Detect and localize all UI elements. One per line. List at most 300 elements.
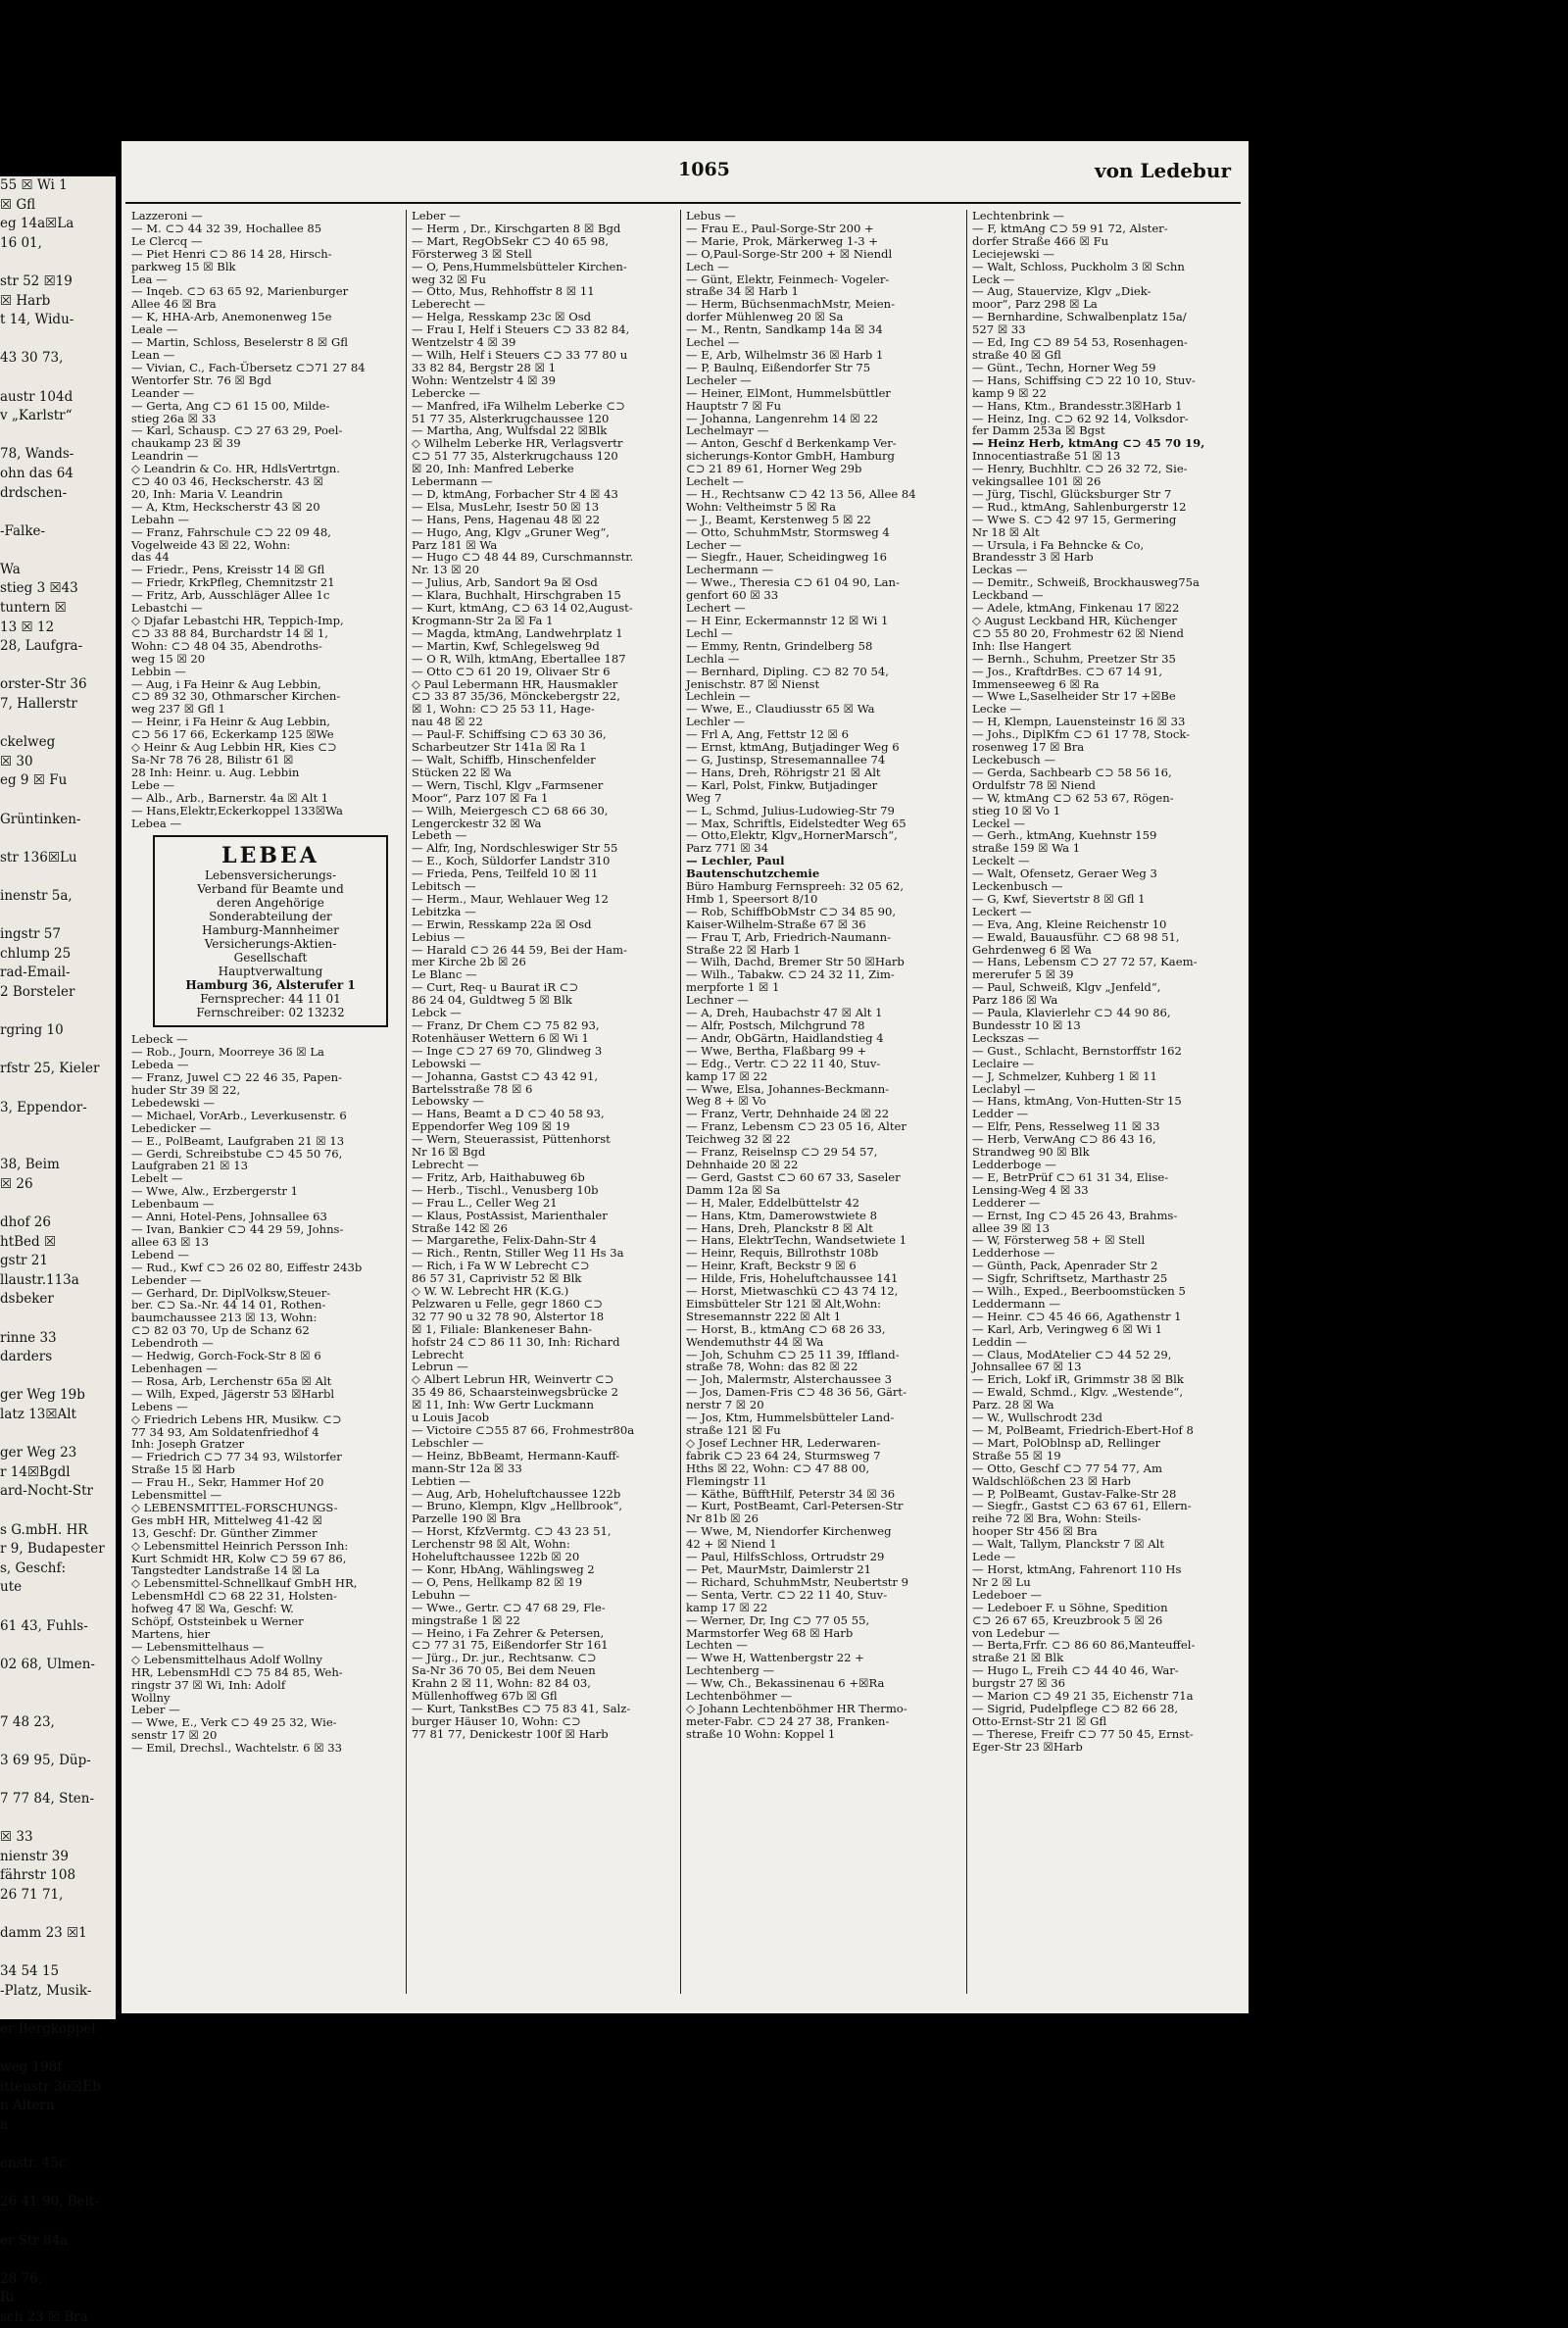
directory-entry: Sa-Nr 36 70 05, Bei dem Neuen <box>412 1663 596 1678</box>
directory-entry: — Karl, Arb, Veringweg 6 ☒ Wi 1 <box>972 1321 1163 1336</box>
directory-entry: — Herm., Maur, Wehlauer Weg 12 <box>412 891 609 906</box>
directory-entry: — Hans, ElektrTechn, Wandsetwiete 1 <box>686 1233 907 1248</box>
directory-entry: — K, HHA-Arb, Anemonenweg 15e <box>131 310 332 324</box>
directory-entry: straße 78, Wohn: das 82 ☒ 22 <box>686 1360 858 1374</box>
directory-entry: HR, LebensmHdl ⊂⊃ 75 84 85, Weh- <box>131 1664 343 1679</box>
facing-page-fragment <box>0 253 116 272</box>
directory-entry: Lebrecht — <box>412 1157 479 1171</box>
directory-entry: — Frau T, Arb, Friedrich-Naumann- <box>686 929 892 944</box>
directory-entry: — Rud., ktmAng, Sahlenburgerstr 12 <box>972 499 1187 514</box>
directory-entry: Ges mbH HR, Mittelweg 41-42 ☒ <box>131 1512 323 1527</box>
directory-entry: Leander — <box>131 385 195 400</box>
facing-page-fragment: ittenstr 36☒Eb <box>0 2078 101 2095</box>
directory-entry: — Martha, Ang, Wulfsdal 22 ☒Blk <box>412 423 608 438</box>
directory-entry: Parz 771 ☒ 34 <box>686 841 769 856</box>
directory-entry: — Gerd, Gastst ⊂⊃ 60 67 33, Saseler <box>686 1169 901 1184</box>
facing-page-fragment <box>0 1636 116 1656</box>
directory-entry: — Paul, Schweiß, Klgv „Jenfeld“, <box>972 980 1161 995</box>
directory-entry: — Erich, Lokf iR, Grimmstr 38 ☒ Blk <box>972 1372 1184 1387</box>
directory-entry: — H Einr, Eckermannstr 12 ☒ Wi 1 <box>686 614 889 627</box>
directory-entry: — Günt., Techn, Horner Weg 59 <box>972 360 1156 374</box>
facing-page-fragment <box>0 1367 116 1387</box>
directory-entry: Le Clercq — <box>131 233 203 248</box>
directory-entry: — Hans, Lebensm ⊂⊃ 27 72 57, Kaem- <box>972 955 1198 969</box>
facing-page-fragment: -Platz, Musik- <box>0 1982 92 1999</box>
directory-entry: Wohn: Veltheimstr 5 ☒ Ra <box>686 499 837 514</box>
facing-page-fragment <box>0 867 116 887</box>
directory-entry: Scharbeutzer Str 141a ☒ Ra 1 <box>412 740 587 755</box>
directory-entry: Lebrecht <box>412 1347 465 1362</box>
directory-entry: — Franz, Dr Chem ⊂⊃ 75 82 93, <box>412 1018 600 1032</box>
directory-entry: Lebus — <box>686 209 736 223</box>
directory-entry: — Bernhardine, Schwalbenplatz 15a/ <box>972 310 1187 324</box>
facing-page-fragment: v „Karlstr“ <box>0 408 73 424</box>
directory-entry: Lebius — <box>412 929 466 944</box>
directory-entry: 32 77 90 u 32 78 90, Alstertor 18 <box>412 1309 605 1323</box>
ad-line: Gesellschaft <box>233 951 308 966</box>
directory-entry: Lebeck — <box>131 1032 188 1047</box>
directory-entry: Ledderhose — <box>972 1246 1055 1261</box>
directory-entry: — Ivan, Bankier ⊂⊃ 44 29 59, Johns- <box>131 1222 344 1236</box>
directory-entry: Bartelsstraße 78 ☒ 6 <box>412 1081 533 1096</box>
directory-entry: — Kurt, TankstBes ⊂⊃ 75 83 41, Salz- <box>412 1701 631 1715</box>
directory-entry: allee 63 ☒ 13 <box>131 1234 210 1249</box>
directory-entry: 42 + ☒ Niend 1 <box>686 1537 777 1552</box>
ad-line: Verband für Beamte und <box>197 882 344 897</box>
directory-entry: Parzelle 190 ☒ Bra <box>412 1511 521 1526</box>
directory-entry: — Hans, Ktm, Damerowstwiete 8 <box>686 1208 877 1222</box>
facing-page-fragment <box>0 1194 116 1214</box>
directory-entry: ◇ W. W. Lebrecht HR (K.G.) <box>412 1284 569 1299</box>
directory-entry: ◇ Paul Lebermann HR, Hausmakler <box>412 676 618 691</box>
directory-entry: — Anton, Geschf d Berkenkamp Ver- <box>686 436 897 451</box>
directory-entry: burger Häuser 10, Wohn: ⊂⊃ <box>412 1713 581 1728</box>
facing-page-fragment: eg 9 ☒ Fu <box>0 772 68 789</box>
directory-entry: Johnsallee 67 ☒ 13 <box>972 1360 1082 1374</box>
directory-entry: Leckszas — <box>972 1030 1040 1045</box>
directory-entry: Strandweg 90 ☒ Blk <box>972 1145 1090 1160</box>
facing-page-fragment: nienstr 39 <box>0 1848 69 1864</box>
directory-entry: Lechla — <box>686 651 740 666</box>
directory-entry: Weg 8 + ☒ Vo <box>686 1094 766 1109</box>
directory-entry: Büro Hamburg Fernspreeh: 32 05 62, <box>686 879 905 894</box>
facing-page-fragment: latz 13☒Alt <box>0 1407 76 1422</box>
directory-entry: — Ursula, i Fa Behncke & Co, <box>972 537 1145 552</box>
facing-page-fragment: drdschen- <box>0 484 68 501</box>
directory-entry: ⊂⊃ 33 88 84, Burchardstr 14 ☒ 1, <box>131 625 328 640</box>
directory-entry: — Wwe., Gertr. ⊂⊃ 47 68 29, Fle- <box>412 1600 606 1614</box>
directory-entry: Kurt Schmidt HR, Kolw ⊂⊃ 59 67 86, <box>131 1551 347 1565</box>
directory-entry: — Ewald, Bauausführ. ⊂⊃ 68 98 51, <box>972 929 1180 944</box>
directory-entry: — W, ktmAng ⊂⊃ 62 53 67, Rögen- <box>972 790 1174 805</box>
directory-entry: — Heinr, i Fa Heinr & Aug Lebbin, <box>131 715 330 729</box>
directory-entry: Wendemuthstr 44 ☒ Wa <box>686 1334 824 1349</box>
directory-entry: — Günt, Elektr, Feinmech- Vogeler- <box>686 272 890 286</box>
directory-entry: Lebend — <box>131 1247 190 1262</box>
directory-entry: — Margarethe, Felix-Dahn-Str 4 <box>412 1233 597 1248</box>
directory-entry: Parz. 28 ☒ Wa <box>972 1398 1054 1412</box>
directory-entry: ⊂⊃ 21 89 61, Horner Weg 29b <box>686 462 862 476</box>
facing-page-fragment: 55 ☒ Wi 1 <box>0 177 68 193</box>
directory-entry: — Lechler, Paul <box>686 854 785 868</box>
directory-entry: — Herb., Tischl., Venusberg 10b <box>412 1182 599 1197</box>
directory-entry: — Hans, Dreh, Planckstr 8 ☒ Alt <box>686 1220 873 1235</box>
directory-entry: — Hilde, Fris, Hoheluftchaussee 141 <box>686 1271 899 1286</box>
directory-entry: u Louis Jacob <box>412 1411 490 1425</box>
directory-entry: Krahn 2 ☒ 11, Wohn: 82 84 03, <box>412 1676 591 1691</box>
directory-entry: — E., Koch, Süldorfer Landstr 310 <box>412 854 611 868</box>
directory-entry: fer Damm 253a ☒ Bgst <box>972 423 1105 438</box>
column-1 <box>131 210 392 1994</box>
directory-entry: Lebea — <box>131 816 182 830</box>
directory-entry: — Siegfr., Hauer, Scheidingweg 16 <box>686 550 887 565</box>
facing-page-fragment <box>0 1137 116 1157</box>
lebea-advertisement <box>153 835 388 1027</box>
directory-entry: Allee 46 ☒ Bra <box>131 297 217 312</box>
directory-entry: — Hedwig, Gorch-Fock-Str 8 ☒ 6 <box>131 1349 321 1363</box>
directory-entry: ber. ⊂⊃ Sa.-Nr. 44 14 01, Rothen- <box>131 1298 326 1313</box>
directory-entry: — W., Wullschrodt 23d <box>972 1411 1102 1425</box>
directory-entry: reihe 72 ☒ Bra, Wohn: Steils- <box>972 1511 1142 1526</box>
directory-entry: — Heinz, Ing. ⊂⊃ 62 92 14, Volksdor- <box>972 411 1189 425</box>
directory-entry: Lensing-Weg 4 ☒ 33 <box>972 1182 1089 1197</box>
directory-entry: mererufer 5 ☒ 39 <box>972 967 1074 982</box>
facing-page-fragment <box>0 1808 116 1828</box>
directory-entry: — Hans, Beamt a D ⊂⊃ 40 58 93, <box>412 1107 605 1121</box>
directory-entry: Hmb 1, Speersort 8/10 <box>686 891 818 906</box>
directory-entry: weg 237 ☒ Gfl 1 <box>131 702 225 717</box>
directory-entry: — Walt, Tallym, Planckstr 7 ☒ Alt <box>972 1537 1165 1552</box>
directory-entry: Eppendorfer Weg 109 ☒ 19 <box>412 1119 570 1134</box>
directory-entry: Lebenbaum — <box>131 1197 215 1212</box>
directory-entry: 86 57 31, Caprivistr 52 ☒ Blk <box>412 1271 582 1286</box>
directory-entry: Krogmann-Str 2a ☒ Fa 1 <box>412 614 554 627</box>
directory-entry: — J, Schmelzer, Kuhberg 1 ☒ 11 <box>972 1068 1157 1083</box>
facing-page-fragment: fährstr 108 <box>0 1867 76 1884</box>
directory-entry: Lebendroth — <box>131 1336 214 1351</box>
facing-page-fragment: t 14, Widu- <box>0 312 74 328</box>
directory-entry: Lechtenböhmer — <box>686 1689 793 1704</box>
directory-entry: Lebermann — <box>412 474 493 489</box>
directory-entry: Leandrin — <box>131 449 199 464</box>
directory-entry: — Claus, ModAtelier ⊂⊃ 44 52 29, <box>972 1347 1172 1362</box>
directory-entry: Lebtien — <box>412 1473 470 1488</box>
directory-entry: — Mart, PolOblnsp aD, Rellinger <box>972 1435 1160 1450</box>
directory-entry: mann-Str 12a ☒ 33 <box>412 1461 522 1475</box>
directory-entry: — G, Kwf, Sievertstr 8 ☒ Gfl 1 <box>972 891 1146 906</box>
directory-entry: — Rob, SchiffbObMstr ⊂⊃ 34 85 90, <box>686 904 897 918</box>
facing-page-fragment: Ri <box>0 2290 15 2306</box>
directory-entry: Inh: Ilse Hangert <box>972 638 1071 653</box>
facing-page-fragment: weg 198f <box>0 2059 63 2076</box>
facing-page-fragment <box>0 715 116 734</box>
facing-page-fragment: er Bergkoppel <box>0 2021 96 2037</box>
directory-entry: — P, PolBeamt, Gustav-Falke-Str 28 <box>972 1486 1177 1501</box>
facing-page-fragment <box>0 369 116 388</box>
directory-entry: Lebrun — <box>412 1360 468 1374</box>
directory-entry: Straße 142 ☒ 26 <box>412 1220 508 1235</box>
facing-page-fragment <box>0 426 116 446</box>
directory-entry: Lebender — <box>131 1272 202 1287</box>
directory-entry: Leddin — <box>972 1334 1027 1349</box>
facing-page-fragment: rgring 10 <box>0 1022 64 1039</box>
directory-entry: — Walt, Schiffb, Hinschenfelder <box>412 752 596 767</box>
directory-entry: — M., Rentn, Sandkamp 14a ☒ 34 <box>686 322 883 337</box>
facing-page-fragment: er Str 84a <box>0 2232 69 2249</box>
directory-entry: straße 34 ☒ Harb 1 <box>686 284 799 299</box>
directory-entry: Stresemannstr 222 ☒ Alt 1 <box>686 1309 842 1323</box>
ad-line: deren Angehörige <box>217 896 324 911</box>
directory-entry: — Gerdi, Schreibstube ⊂⊃ 45 50 76, <box>131 1146 343 1161</box>
directory-entry: Lebensmittel — <box>131 1488 222 1503</box>
directory-entry: — Heinr, Kraft, Beckstr 9 ☒ 6 <box>686 1259 857 1273</box>
directory-entry: — L, Schmd, Julius-Ludowieg-Str 79 <box>686 803 895 817</box>
directory-entry: senstr 17 ☒ 20 <box>131 1728 218 1743</box>
directory-entry: Lazzeroni — <box>131 209 203 223</box>
directory-entry: — Therese, Freifr ⊂⊃ 77 50 45, Ernst- <box>972 1726 1194 1741</box>
facing-page-fragment <box>0 1944 116 1963</box>
directory-entry: Lech — <box>686 259 729 273</box>
directory-entry: straße 10 Wohn: Koppel 1 <box>686 1726 836 1741</box>
directory-entry: — Alfr, Ing, Nordschleswiger Str 55 <box>412 841 618 856</box>
facing-page-fragment: ohn das 64 <box>0 465 74 481</box>
directory-entry: — Hans, ktmAng, Von-Hutten-Str 15 <box>972 1094 1182 1109</box>
directory-entry: dorfer Mühlenweg 20 ☒ Sa <box>686 310 844 324</box>
facing-page-fragment <box>0 1674 116 1694</box>
directory-entry: — Friedrich ⊂⊃ 77 34 93, Wilstorfer <box>131 1450 342 1464</box>
directory-entry: Lecheler — <box>686 372 752 387</box>
facing-page-fragment: r 9, Budapester <box>0 1541 105 1558</box>
directory-entry: ☒ 20, Inh: Manfred Leberke <box>412 462 574 476</box>
directory-entry: — Wwe S. ⊂⊃ 42 97 15, Germering <box>972 512 1177 526</box>
directory-entry: — Marie, Prok, Märkerweg 1-3 + <box>686 233 878 248</box>
ad-line: Lebensversicherungs- <box>205 868 336 883</box>
directory-entry: Ordulfstr 78 ☒ Niend <box>972 777 1096 792</box>
facing-page-fragment: chlump 25 <box>0 945 72 962</box>
directory-entry: Lechel — <box>686 335 740 350</box>
directory-entry: Parz 186 ☒ Wa <box>972 993 1058 1008</box>
directory-entry: Lechert — <box>686 601 746 616</box>
directory-entry: Leckas — <box>972 563 1028 577</box>
directory-entry: — Wwe, Alw., Erzbergerstr 1 <box>131 1184 299 1199</box>
directory-entry: — Wwe., Theresia ⊂⊃ 61 04 90, Lan- <box>686 575 900 590</box>
directory-entry: — Joh, Malermstr, Alsterchaussee 3 <box>686 1372 892 1387</box>
directory-entry: ◇ Wilhelm Leberke HR, Verlagsvertr <box>412 436 623 451</box>
directory-entry: Lebitsch — <box>412 879 476 894</box>
directory-entry: — D, ktmAng, Forbacher Str 4 ☒ 43 <box>412 486 618 501</box>
ad-title: LEBEA <box>221 843 319 869</box>
facing-page-fragment: Wa <box>0 561 21 577</box>
column-2 <box>412 210 672 1994</box>
directory-entry: Lebelt — <box>131 1171 183 1186</box>
facing-page-fragment: s, Geschf: <box>0 1560 67 1576</box>
directory-entry: — Hans, Schiffsing ⊂⊃ 22 10 10, Stuv- <box>972 372 1196 387</box>
directory-entry: straße 121 ☒ Fu <box>686 1423 781 1437</box>
directory-entry: Leckband — <box>972 588 1044 603</box>
directory-entry: Lebbin — <box>131 664 186 678</box>
directory-entry: — Aug, i Fa Heinr & Aug Lebbin, <box>131 676 321 691</box>
directory-entry: Wollny <box>131 1690 171 1705</box>
directory-entry: Eger-Str 23 ☒Harb <box>972 1739 1083 1754</box>
directory-entry: — Jürg., Dr. jur., Rechtsanw. ⊂⊃ <box>412 1651 597 1665</box>
directory-entry: 33 82 84, Bergstr 28 ☒ 1 <box>412 360 557 374</box>
directory-entry: — Adele, ktmAng, Finkenau 17 ☒22 <box>972 601 1180 616</box>
directory-entry: — Heinz, BbBeamt, Hermann-Kauff- <box>412 1448 620 1462</box>
directory-entry: ◇ August Leckband HR, Küchenger <box>972 614 1177 627</box>
directory-entry: Tangstedter Landstraße 14 ☒ La <box>131 1563 320 1578</box>
facing-page-fragment <box>0 503 116 522</box>
directory-entry: — Julius, Arb, Sandort 9a ☒ Osd <box>412 575 598 590</box>
facing-page-fragment: 13 ☒ 12 <box>0 619 55 635</box>
directory-entry: — Heinr. ⊂⊃ 45 46 66, Agathenstr 1 <box>972 1309 1182 1323</box>
column-4 <box>972 210 1233 1994</box>
directory-entry: — O, Pens, Hellkamp 82 ☒ 19 <box>412 1574 583 1589</box>
directory-entry: — Wwe, Elsa, Johannes-Beckmann- <box>686 1081 890 1096</box>
directory-entry: — Heino, i Fa Zehrer & Petersen, <box>412 1625 605 1640</box>
directory-entry: — Gust., Schlacht, Bernstorffstr 162 <box>972 1043 1182 1058</box>
directory-entry: — Horst, ktmAng, Fahrenort 110 Hs <box>972 1561 1182 1576</box>
directory-entry: ◇ Djafar Lebastchi HR, Teppich-Imp, <box>131 614 344 627</box>
directory-entry: Bundesstr 10 ☒ 13 <box>972 1018 1081 1032</box>
facing-page-fragment: tuntern ☒ <box>0 600 67 617</box>
directory-entry: Sa-Nr 78 76 28, Bilistr 61 ☒ <box>131 752 294 767</box>
directory-entry: — Aug, Arb, Hoheluftchaussee 122b <box>412 1486 621 1501</box>
directory-entry: — Ed, Ing ⊂⊃ 89 54 53, Rosenhagen- <box>972 335 1188 350</box>
facing-page-fragment: 3 69 95, Düp- <box>0 1752 91 1768</box>
directory-entry: Lechelmayr — <box>686 423 769 438</box>
directory-entry: ⊂⊃ 51 77 35, Alsterkrugchauss 120 <box>412 449 618 464</box>
directory-entry: rosenweg 17 ☒ Bra <box>972 740 1085 755</box>
directory-entry: — Inge ⊂⊃ 27 69 70, Glindweg 3 <box>412 1043 603 1058</box>
directory-entry: Lebck — <box>412 1006 462 1020</box>
directory-entry: — Fritz, Arb, Haithabuweg 6b <box>412 1169 585 1184</box>
directory-entry: — Wwe L,Saselheider Str 17 +☒Be <box>972 689 1176 704</box>
directory-entry: Weg 7 <box>686 790 722 805</box>
directory-entry: — Jos, Ktm, Hummelsbütteler Land- <box>686 1411 895 1425</box>
directory-entry: — Piet Henri ⊂⊃ 86 14 28, Hirsch- <box>131 246 332 261</box>
facing-page-fragment <box>0 1502 116 1521</box>
facing-page-edge <box>0 176 116 2325</box>
directory-entry: Parz 181 ☒ Wa <box>412 537 498 552</box>
directory-entry: mingstraße 1 ☒ 22 <box>412 1612 520 1627</box>
directory-entry: — Rich., Rentn, Stiller Weg 11 Hs 3a <box>412 1246 624 1261</box>
directory-entry: Leckebusch — <box>972 752 1056 767</box>
directory-entry: — Elsa, MusLehr, Isestr 50 ☒ 13 <box>412 499 600 514</box>
directory-entry: — Hugo, Ang, Klgv „Gruner Weg“, <box>412 524 610 539</box>
directory-entry: chaukamp 23 ☒ 39 <box>131 436 241 451</box>
directory-entry: ◇ Josef Lechner HR, Lederwaren- <box>686 1435 881 1450</box>
directory-entry: — Wilh, Helf i Steuers ⊂⊃ 33 77 80 u <box>412 347 628 362</box>
directory-entry: Lebowski — <box>412 1056 481 1070</box>
directory-entry: Lebuhn — <box>412 1587 470 1602</box>
facing-page-fragment <box>0 1694 116 1713</box>
directory-entry: — Fritz, Arb, Ausschläger Allee 1c <box>131 588 330 603</box>
directory-entry: Wohn: ⊂⊃ 48 04 35, Abendroths- <box>131 638 322 653</box>
directory-entry: — Anni, Hotel-Pens, Johnsallee 63 <box>131 1210 327 1224</box>
facing-page-fragment: ger Weg 19b <box>0 1387 85 1404</box>
ad-address: Hamburg 36, Alsterufer 1 <box>185 978 356 993</box>
directory-entry: Leclaire — <box>972 1056 1035 1070</box>
directory-entry: ◇ Johann Lechtenböhmer HR Thermo- <box>686 1701 907 1715</box>
facing-page-fragment: s G.mbH. HR <box>0 1521 88 1538</box>
facing-page-fragment: ard-Nocht-Str <box>0 1483 94 1500</box>
directory-entry: — Ledeboer F. u Söhne, Spedition <box>972 1600 1168 1614</box>
directory-entry: Inh: Joseph Gratzer <box>131 1437 245 1452</box>
directory-entry: meter-Fabr. ⊂⊃ 24 27 38, Franken- <box>686 1713 890 1728</box>
directory-entry: — Wern, Tischl, Klgv „Farmsener <box>412 777 604 792</box>
facing-page-fragment: 38, Beim <box>0 1157 60 1173</box>
directory-entry: nau 48 ☒ 22 <box>412 715 483 729</box>
directory-entry: — Wilh., Exped., Beerboomstücken 5 <box>972 1284 1186 1299</box>
directory-entry: Rotenhäuser Wettern 6 ☒ Wi 1 <box>412 1030 589 1045</box>
directory-entry: Leclabyl — <box>972 1081 1036 1096</box>
directory-entry: — Frau H., Sekr, Hammer Hof 20 <box>131 1475 324 1490</box>
directory-entry: Hoheluftchaussee 122b ☒ 20 <box>412 1550 580 1564</box>
directory-entry: ◇ LEBENSMITTEL-FORSCHUNGS- <box>131 1500 338 1514</box>
directory-entry: hooper Str 456 ☒ Bra <box>972 1524 1098 1539</box>
column-divider <box>966 210 967 1994</box>
directory-entry: — Sigfr, Schriftsetz, Marthastr 25 <box>972 1271 1168 1286</box>
directory-entry: — H, Klempn, Lauensteinstr 16 ☒ 33 <box>972 715 1186 729</box>
directory-entry: — Helga, Resskamp 23c ☒ Osd <box>412 310 592 324</box>
directory-entry: straße 21 ☒ Blk <box>972 1651 1064 1665</box>
header-rule <box>125 202 1241 204</box>
facing-page-fragment: dhof 26 <box>0 1214 51 1231</box>
directory-entry: Lebitzka — <box>412 904 476 918</box>
facing-page-fragment: inenstr 5a, <box>0 887 73 904</box>
facing-page-fragment: ☒ 30 <box>0 753 33 769</box>
directory-entry: — Inqeb. ⊂⊃ 63 65 92, Marienburger <box>131 284 349 299</box>
directory-entry: Leber — <box>412 209 461 223</box>
directory-entry: — A, Dreh, Haubachstr 47 ☒ Alt 1 <box>686 1006 883 1020</box>
directory-entry: ringstr 37 ☒ Wi, Inh: Adolf <box>131 1677 286 1692</box>
directory-entry: — Martin, Kwf, Schlegelsweg 9d <box>412 638 600 653</box>
directory-entry: Leddermann — <box>972 1296 1060 1311</box>
facing-page-fragment <box>0 2251 116 2270</box>
directory-entry: ◇ Friedrich Lebens HR, Musikw. ⊂⊃ <box>131 1412 342 1426</box>
directory-entry: weg 32 ☒ Fu <box>412 272 486 286</box>
directory-entry: — Ernst, Ing ⊂⊃ 45 26 43, Brahms- <box>972 1208 1178 1222</box>
facing-page-fragment: ☒ 26 <box>0 1175 33 1192</box>
directory-entry: Stücken 22 ☒ Wa <box>412 765 512 779</box>
directory-entry: — Jos., KraftdrBes. ⊂⊃ 67 14 91, <box>972 664 1163 678</box>
directory-entry: — Bernh., Schuhm, Preetzer Str 35 <box>972 651 1176 666</box>
directory-entry: — Herm , Dr., Kirschgarten 8 ☒ Bgd <box>412 221 621 235</box>
directory-entry: moor“, Parz 298 ☒ La <box>972 297 1098 312</box>
directory-entry: — Wilh., Tabakw. ⊂⊃ 24 32 11, Zim- <box>686 967 895 982</box>
directory-entry: — Walt, Ofensetz, Geraer Weg 3 <box>972 867 1157 881</box>
directory-entry: Otto-Ernst-Str 21 ☒ Gfl <box>972 1713 1107 1728</box>
ad-contact-line: Fernschreiber: 02 13232 <box>196 1006 345 1020</box>
directory-entry: Leckel — <box>972 816 1025 830</box>
directory-entry: Bautenschutzchemie <box>686 867 820 881</box>
directory-page <box>122 141 1249 2013</box>
directory-entry: LebensmHdl ⊂⊃ 68 22 31, Holsten- <box>131 1589 337 1604</box>
directory-entry: — Horst, KfzVermtg. ⊂⊃ 43 23 51, <box>412 1524 612 1539</box>
directory-entry: Lebschler — <box>412 1435 484 1450</box>
directory-entry: Nr 16 ☒ Bgd <box>412 1145 486 1160</box>
directory-entry: — Heiner, ElMont, Hummelsbüttler <box>686 385 891 400</box>
directory-entry: Lean — <box>131 347 175 362</box>
directory-entry: Marmstorfer Weg 68 ☒ Harb <box>686 1625 854 1640</box>
directory-entry: Damm 12a ☒ Sa <box>686 1182 781 1197</box>
facing-page-fragment <box>0 657 116 676</box>
facing-page-fragment: llaustr.113a <box>0 1271 79 1288</box>
directory-entry: Ledderer — <box>972 1195 1041 1210</box>
facing-page-fragment: 3, Eppendor- <box>0 1099 87 1115</box>
directory-entry: — Bruno, Klempn, Klgv „Hellbrook“, <box>412 1499 623 1513</box>
directory-entry: Hauptstr 7 ☒ Fu <box>686 398 782 413</box>
